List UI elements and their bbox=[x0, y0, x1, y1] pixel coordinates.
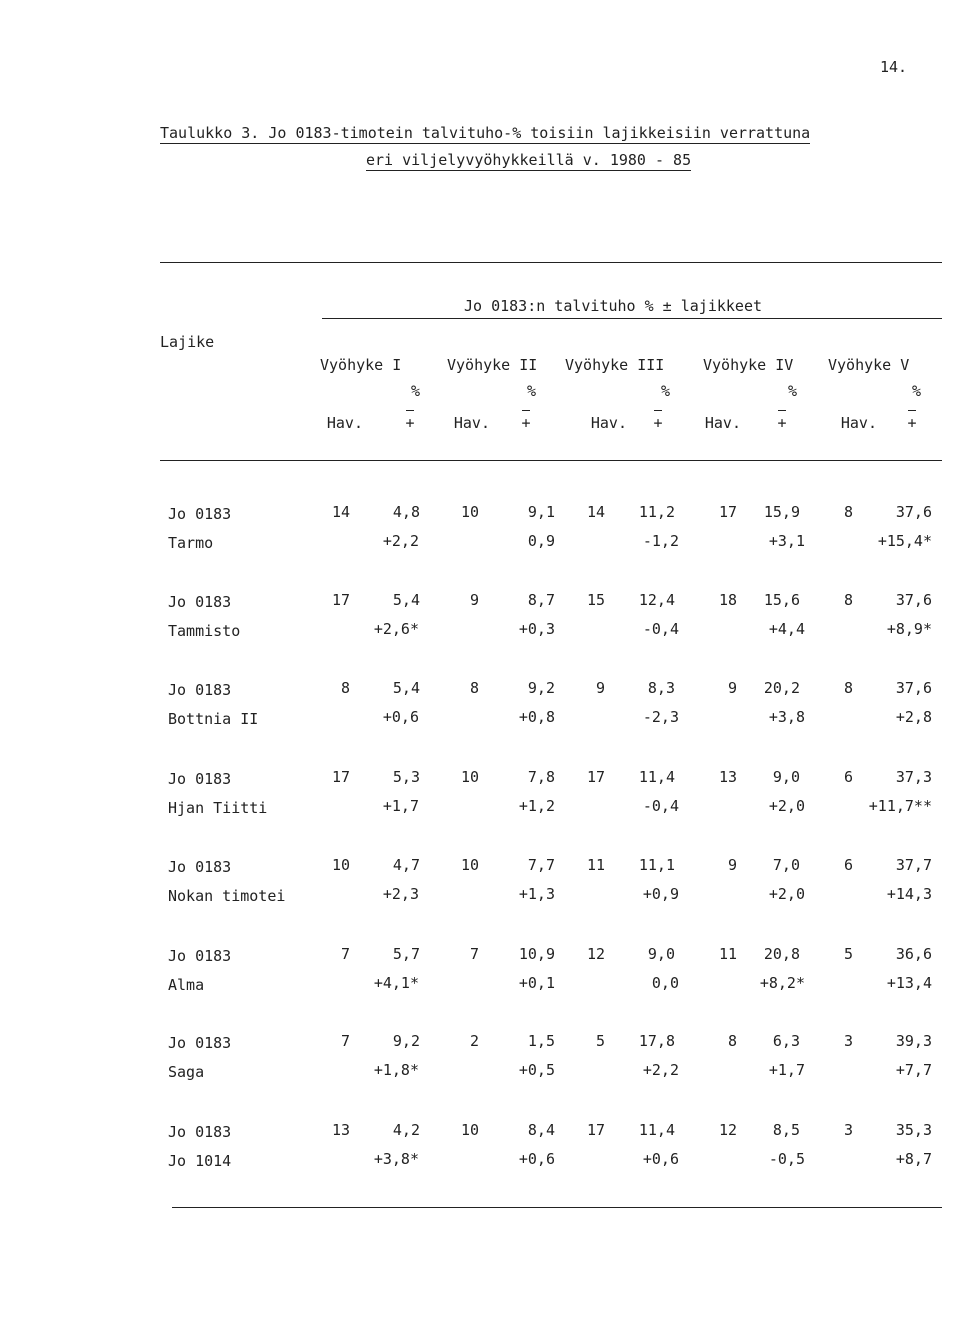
hav-count-cell: 7 bbox=[340, 1032, 350, 1050]
hav-count-cell: 8 bbox=[843, 679, 853, 697]
winter-damage-percent-cell: 20,8 bbox=[763, 945, 800, 963]
difference-cell: +1,8* bbox=[373, 1061, 419, 1079]
winter-damage-percent-cell: 9,0 bbox=[772, 768, 800, 786]
difference-cell: +2,0 bbox=[768, 797, 805, 815]
winter-damage-percent-cell: 11,2 bbox=[638, 503, 675, 521]
difference-cell: +8,2* bbox=[759, 974, 805, 992]
hav-count-cell: 9 bbox=[727, 856, 737, 874]
plus-minus-header bbox=[496, 414, 556, 432]
winter-damage-percent-cell: 37,3 bbox=[895, 768, 932, 786]
difference-cell: -0,5 bbox=[768, 1150, 805, 1168]
difference-cell: +14,3 bbox=[886, 885, 932, 903]
hav-count-cell: 10 bbox=[460, 1121, 479, 1139]
hav-count-cell: 18 bbox=[718, 591, 737, 609]
winter-damage-percent-cell: 4,7 bbox=[392, 856, 420, 874]
winter-damage-percent-cell: 9,2 bbox=[527, 679, 555, 697]
hav-count-cell: 3 bbox=[843, 1121, 853, 1139]
row-variety-primary: Jo 0183 bbox=[168, 770, 232, 788]
hav-count-cell: 10 bbox=[460, 768, 479, 786]
difference-cell: +0,9 bbox=[642, 885, 679, 903]
row-variety-compared: Tarmo bbox=[168, 534, 214, 552]
difference-cell: +11,7** bbox=[868, 797, 932, 815]
hav-count-cell: 13 bbox=[331, 1121, 350, 1139]
difference-cell: +3,8 bbox=[768, 708, 805, 726]
hav-header: Hav. bbox=[840, 414, 877, 432]
page-number: 14. bbox=[880, 58, 908, 76]
group-header-rule bbox=[322, 318, 942, 319]
difference-cell: +7,7 bbox=[895, 1061, 932, 1079]
hav-count-cell: 11 bbox=[718, 945, 737, 963]
winter-damage-percent-cell: 15,6 bbox=[763, 591, 800, 609]
hav-header: Hav. bbox=[590, 414, 627, 432]
hav-count-cell: 13 bbox=[718, 768, 737, 786]
hav-count-cell: 17 bbox=[718, 503, 737, 521]
difference-cell: +8,9* bbox=[886, 620, 932, 638]
lajike-header: Lajike bbox=[160, 333, 215, 351]
difference-cell: -2,3 bbox=[642, 708, 679, 726]
percent-symbol: % bbox=[911, 382, 921, 400]
winter-damage-percent-cell: 8,7 bbox=[527, 591, 555, 609]
difference-cell: +2,6* bbox=[373, 620, 419, 638]
plus-minus-symbol: + bbox=[405, 414, 415, 432]
winter-damage-percent-cell: 20,2 bbox=[763, 679, 800, 697]
hav-count-cell: 2 bbox=[469, 1032, 479, 1050]
plus-minus-symbol: + bbox=[653, 414, 663, 432]
winter-damage-percent-cell: 5,4 bbox=[392, 679, 420, 697]
difference-cell: -0,4 bbox=[642, 797, 679, 815]
plus-minus-header bbox=[752, 414, 812, 432]
hav-count-cell: 14 bbox=[586, 503, 605, 521]
row-variety-compared: Tammisto bbox=[168, 622, 241, 640]
percent-symbol: % bbox=[410, 382, 420, 400]
zone-header: Vyöhyke III bbox=[565, 356, 665, 374]
winter-damage-percent-cell: 7,7 bbox=[527, 856, 555, 874]
difference-cell: -0,4 bbox=[642, 620, 679, 638]
hav-count-cell: 8 bbox=[469, 679, 479, 697]
row-variety-compared: Saga bbox=[168, 1063, 205, 1081]
winter-damage-percent-cell: 10,9 bbox=[518, 945, 555, 963]
winter-damage-percent-cell: 39,3 bbox=[895, 1032, 932, 1050]
difference-cell: +13,4 bbox=[886, 974, 932, 992]
difference-cell: +8,7 bbox=[895, 1150, 932, 1168]
row-variety-compared: Jo 1014 bbox=[168, 1152, 232, 1170]
plus-minus-symbol: + bbox=[907, 414, 917, 432]
percent-symbol: % bbox=[787, 382, 797, 400]
winter-damage-percent-cell: 37,7 bbox=[895, 856, 932, 874]
winter-damage-percent-cell: 5,4 bbox=[392, 591, 420, 609]
percent-symbol: % bbox=[526, 382, 536, 400]
zone-header: Vyöhyke V bbox=[828, 356, 910, 374]
hav-count-cell: 9 bbox=[595, 679, 605, 697]
zone-header: Vyöhyke II bbox=[447, 356, 538, 374]
winter-damage-percent-cell: 11,1 bbox=[638, 856, 675, 874]
hav-count-cell: 10 bbox=[331, 856, 350, 874]
difference-cell: +1,2 bbox=[518, 797, 555, 815]
hav-header: Hav. bbox=[704, 414, 741, 432]
winter-damage-percent-cell: 12,4 bbox=[638, 591, 675, 609]
difference-cell: +1,7 bbox=[768, 1061, 805, 1079]
difference-cell: +0,8 bbox=[518, 708, 555, 726]
row-variety-primary: Jo 0183 bbox=[168, 1123, 232, 1141]
row-variety-compared: Bottnia II bbox=[168, 710, 259, 728]
winter-damage-percent-cell: 11,4 bbox=[638, 768, 675, 786]
winter-damage-percent-cell: 4,2 bbox=[392, 1121, 420, 1139]
table-title-line-2: eri viljelyvyöhykkeillä v. 1980 - 85 bbox=[366, 151, 692, 169]
plus-minus-symbol: + bbox=[777, 414, 787, 432]
row-variety-primary: Jo 0183 bbox=[168, 1034, 232, 1052]
hav-count-cell: 6 bbox=[843, 856, 853, 874]
difference-cell: +2,2 bbox=[642, 1061, 679, 1079]
winter-damage-percent-cell: 8,4 bbox=[527, 1121, 555, 1139]
row-variety-primary: Jo 0183 bbox=[168, 593, 232, 611]
header-rule bbox=[160, 460, 942, 461]
difference-cell: +0,3 bbox=[518, 620, 555, 638]
winter-damage-percent-cell: 37,6 bbox=[895, 679, 932, 697]
hav-count-cell: 11 bbox=[586, 856, 605, 874]
difference-cell: +4,4 bbox=[768, 620, 805, 638]
winter-damage-percent-cell: 6,3 bbox=[772, 1032, 800, 1050]
winter-damage-percent-cell: 15,9 bbox=[763, 503, 800, 521]
winter-damage-percent-cell: 7,0 bbox=[772, 856, 800, 874]
zone-header: Vyöhyke I bbox=[320, 356, 402, 374]
winter-damage-percent-cell: 35,3 bbox=[895, 1121, 932, 1139]
hav-count-cell: 8 bbox=[843, 503, 853, 521]
winter-damage-percent-cell: 17,8 bbox=[638, 1032, 675, 1050]
row-variety-primary: Jo 0183 bbox=[168, 947, 232, 965]
winter-damage-percent-cell: 4,8 bbox=[392, 503, 420, 521]
winter-damage-percent-cell: 8,5 bbox=[772, 1121, 800, 1139]
plus-minus-symbol: + bbox=[521, 414, 531, 432]
hav-count-cell: 8 bbox=[727, 1032, 737, 1050]
row-variety-primary: Jo 0183 bbox=[168, 858, 232, 876]
table-title-line-1: Taulukko 3. Jo 0183-timotein talvituho-% toisiin lajikkeisiin verrattuna bbox=[160, 124, 811, 142]
top-rule bbox=[160, 262, 942, 263]
percent-symbol: % bbox=[660, 382, 670, 400]
hav-header: Hav. bbox=[453, 414, 490, 432]
hav-count-cell: 5 bbox=[595, 1032, 605, 1050]
difference-cell: +3,8* bbox=[373, 1150, 419, 1168]
hav-count-cell: 10 bbox=[460, 856, 479, 874]
difference-cell: -1,2 bbox=[642, 532, 679, 550]
row-variety-compared: Nokan timotei bbox=[168, 887, 286, 905]
row-variety-primary: Jo 0183 bbox=[168, 681, 232, 699]
bottom-rule bbox=[172, 1207, 942, 1208]
winter-damage-percent-cell: 37,6 bbox=[895, 591, 932, 609]
winter-damage-percent-cell: 9,2 bbox=[392, 1032, 420, 1050]
difference-cell: +4,1* bbox=[373, 974, 419, 992]
hav-count-cell: 6 bbox=[843, 768, 853, 786]
hav-count-cell: 12 bbox=[586, 945, 605, 963]
difference-cell: +2,8 bbox=[895, 708, 932, 726]
hav-count-cell: 17 bbox=[331, 768, 350, 786]
winter-damage-percent-cell: 36,6 bbox=[895, 945, 932, 963]
hav-count-cell: 14 bbox=[331, 503, 350, 521]
difference-cell: 0,9 bbox=[527, 532, 555, 550]
hav-count-cell: 9 bbox=[727, 679, 737, 697]
winter-damage-percent-cell: 11,4 bbox=[638, 1121, 675, 1139]
difference-cell: +1,3 bbox=[518, 885, 555, 903]
row-variety-compared: Hjan Tiitti bbox=[168, 799, 268, 817]
difference-cell: +2,0 bbox=[768, 885, 805, 903]
row-variety-primary: Jo 0183 bbox=[168, 505, 232, 523]
difference-cell: +2,3 bbox=[382, 885, 419, 903]
hav-count-cell: 5 bbox=[843, 945, 853, 963]
hav-count-cell: 15 bbox=[586, 591, 605, 609]
zone-header: Vyöhyke IV bbox=[703, 356, 794, 374]
group-header: Jo 0183:n talvituho % ± lajikkeet bbox=[464, 297, 763, 315]
hav-count-cell: 7 bbox=[340, 945, 350, 963]
difference-cell: +0,1 bbox=[518, 974, 555, 992]
plus-minus-header bbox=[380, 414, 440, 432]
winter-damage-percent-cell: 1,5 bbox=[527, 1032, 555, 1050]
winter-damage-percent-cell: 5,7 bbox=[392, 945, 420, 963]
hav-count-cell: 17 bbox=[331, 591, 350, 609]
hav-count-cell: 17 bbox=[586, 768, 605, 786]
winter-damage-percent-cell: 9,0 bbox=[647, 945, 675, 963]
difference-cell: +15,4* bbox=[877, 532, 932, 550]
winter-damage-percent-cell: 37,6 bbox=[895, 503, 932, 521]
hav-count-cell: 8 bbox=[340, 679, 350, 697]
difference-cell: +2,2 bbox=[382, 532, 419, 550]
winter-damage-percent-cell: 8,3 bbox=[647, 679, 675, 697]
hav-count-cell: 9 bbox=[469, 591, 479, 609]
plus-minus-header bbox=[882, 414, 942, 432]
difference-cell: +0,6 bbox=[518, 1150, 555, 1168]
hav-count-cell: 3 bbox=[843, 1032, 853, 1050]
hav-header: Hav. bbox=[326, 414, 363, 432]
winter-damage-percent-cell: 7,8 bbox=[527, 768, 555, 786]
difference-cell: +0,6 bbox=[642, 1150, 679, 1168]
hav-count-cell: 7 bbox=[469, 945, 479, 963]
difference-cell: +3,1 bbox=[768, 532, 805, 550]
winter-damage-percent-cell: 5,3 bbox=[392, 768, 420, 786]
difference-cell: +1,7 bbox=[382, 797, 419, 815]
hav-count-cell: 8 bbox=[843, 591, 853, 609]
hav-count-cell: 12 bbox=[718, 1121, 737, 1139]
hav-count-cell: 10 bbox=[460, 503, 479, 521]
row-variety-compared: Alma bbox=[168, 976, 205, 994]
difference-cell: +0,6 bbox=[382, 708, 419, 726]
winter-damage-percent-cell: 9,1 bbox=[527, 503, 555, 521]
plus-minus-header bbox=[628, 414, 688, 432]
hav-count-cell: 17 bbox=[586, 1121, 605, 1139]
difference-cell: 0,0 bbox=[651, 974, 679, 992]
difference-cell: +0,5 bbox=[518, 1061, 555, 1079]
